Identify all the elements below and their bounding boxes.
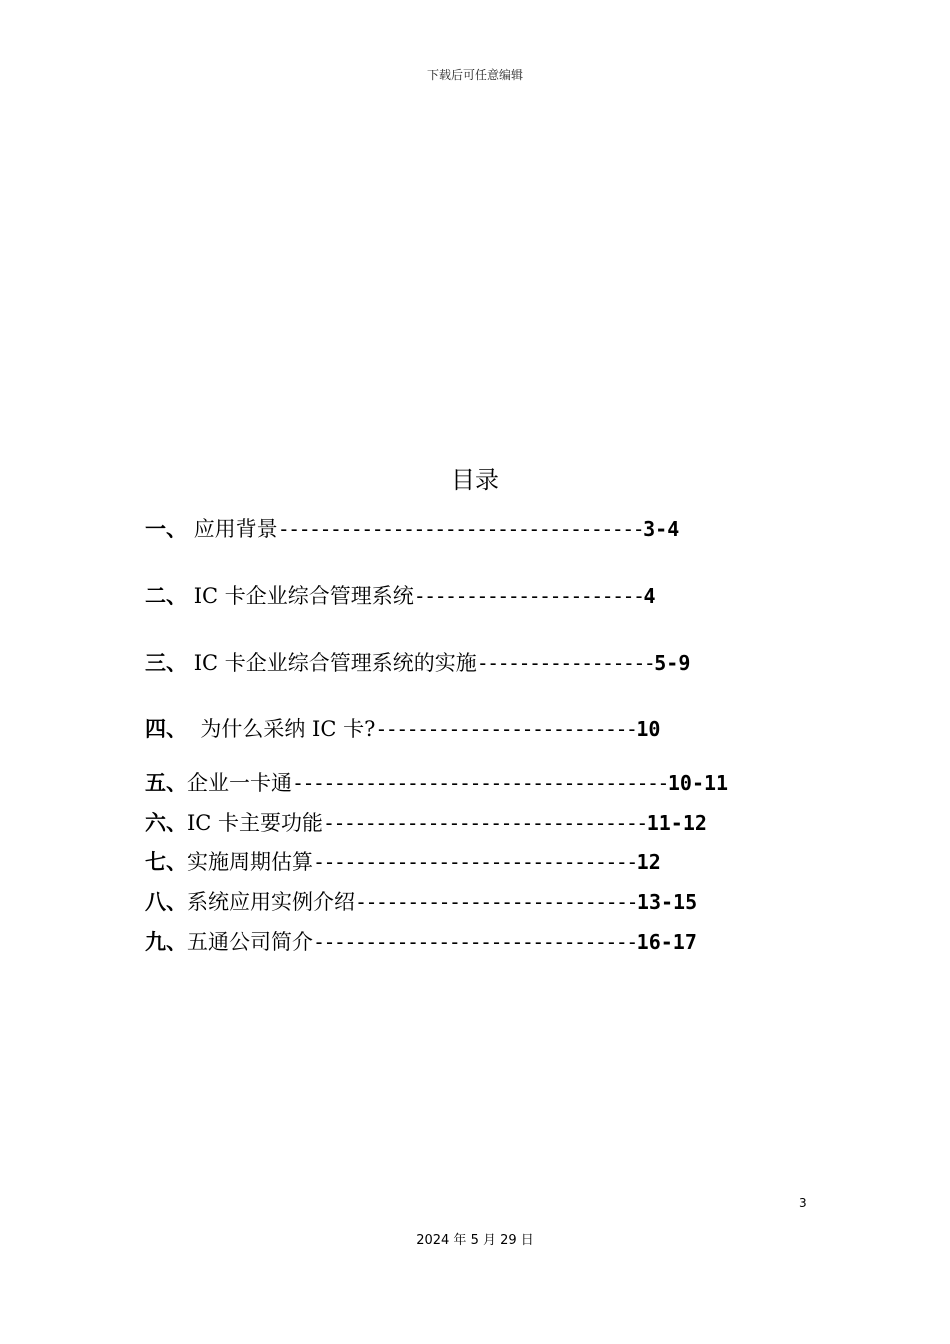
- toc-entry-leader: -----------------------------------: [277, 517, 644, 541]
- toc-entry-number: 四: [145, 717, 166, 741]
- toc-entry-number: 八: [145, 890, 166, 914]
- toc-entry-label: 系统应用实例介绍: [187, 890, 355, 914]
- toc-entry-separator: 、: [166, 811, 187, 835]
- toc-entry-leader: ----------------------: [413, 584, 644, 608]
- toc-title: 目录: [451, 466, 499, 494]
- toc-entry-leader: -----------------: [476, 651, 655, 675]
- toc-entry-number: 五: [145, 771, 166, 795]
- toc-entry-page: 4: [643, 584, 656, 608]
- toc-entry-label: IC 卡企业综合管理系统: [193, 584, 414, 608]
- toc-entry-separator: 、: [166, 930, 187, 954]
- toc-entry-number: 三: [145, 651, 166, 675]
- toc-entry-separator: 、: [166, 517, 187, 541]
- toc-entry-leader: -------------------------: [375, 717, 637, 741]
- toc-entry-page: 13-15: [636, 890, 698, 914]
- toc-entry: [145, 928, 697, 956]
- toc-entry-label: 五通公司简介: [187, 930, 313, 954]
- toc-entry-separator: 、: [166, 850, 187, 874]
- toc-entry-number: 六: [145, 811, 166, 835]
- toc-entry-number: 七: [145, 850, 166, 874]
- toc-entry-page: 16-17: [636, 930, 697, 954]
- toc-entry-leader: ------------------------------------: [292, 771, 668, 795]
- toc-entry-separator: 、: [166, 584, 187, 608]
- toc-entry-label: IC 卡主要功能: [187, 811, 324, 835]
- toc-entry-leader: ---------------------------: [355, 890, 637, 914]
- toc-entry-label: 实施周期估算: [187, 850, 313, 874]
- page-number: 3: [799, 1196, 807, 1210]
- footer-date: 2024 年 5 月 29 日: [416, 1233, 534, 1248]
- toc-entry-leader: -------------------------------: [313, 930, 637, 954]
- toc-entry: [145, 809, 707, 837]
- toc-entry-separator: 、: [166, 717, 187, 741]
- toc-entry: [145, 515, 679, 543]
- toc-entry: [145, 888, 697, 916]
- toc-entry-leader: -------------------------------: [313, 850, 637, 874]
- toc-entry-page: 3-4: [643, 517, 680, 541]
- toc-entry-page: 10: [636, 717, 661, 741]
- toc-entry-separator: 、: [166, 651, 187, 675]
- toc-entry-label: 企业一卡通: [187, 771, 292, 795]
- toc-entry-number: 九: [145, 930, 166, 954]
- toc-entry-page: 12: [636, 850, 661, 874]
- header-note: 下载后可任意编辑: [426, 68, 523, 82]
- toc-entry-page: 11-12: [646, 811, 707, 835]
- toc-entry-separator: 、: [166, 890, 187, 914]
- toc-entry-separator: 、: [166, 771, 187, 795]
- toc-entry-label: 应用背景: [193, 517, 278, 541]
- toc-entry-label: 为什么采纳 IC 卡?: [193, 717, 376, 741]
- toc-entry: [145, 848, 661, 876]
- toc-entry-number: 一: [145, 517, 166, 541]
- toc-entry-leader: -------------------------------: [323, 811, 647, 835]
- toc-entry-page: 5-9: [654, 651, 691, 675]
- toc-entry: [145, 769, 728, 797]
- toc-entry-label: IC 卡企业综合管理系统的实施: [193, 651, 477, 675]
- toc-entry-number: 二: [145, 584, 166, 608]
- toc-entry: [145, 582, 655, 610]
- toc-entry: [145, 715, 660, 743]
- toc-entry: [145, 649, 690, 677]
- toc-entry-page: 10-11: [667, 771, 729, 795]
